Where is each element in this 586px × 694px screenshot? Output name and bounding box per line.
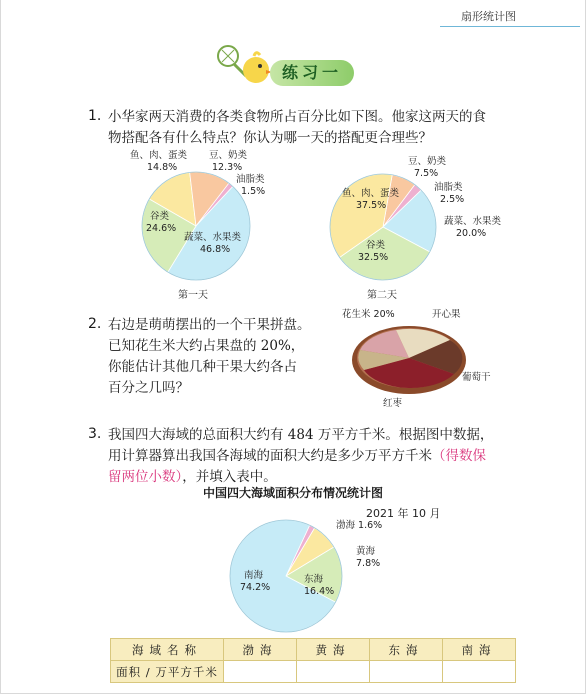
plate-label-raisin: 葡萄干 xyxy=(462,372,491,383)
table-col-nanhai: 南海 xyxy=(443,639,516,661)
practice-title: 练习一 xyxy=(270,60,354,86)
sea-chart-title: 中国四大海域面积分布情况统计图 xyxy=(202,486,383,500)
sea-area-table xyxy=(110,638,516,683)
q1-line2: 物搭配各有什么特点？你认为哪一天的搭配更合理些？ xyxy=(108,130,432,146)
q3-line2-main: 用计算器算出我国各海域的面积大约是多少万平方千米 xyxy=(108,448,432,464)
q3-line3-note: 留两位小数） xyxy=(108,469,183,485)
table-row xyxy=(111,661,516,683)
q3-line2 xyxy=(108,447,486,465)
sea-label-donghai-pct: 16.4% xyxy=(304,586,335,597)
dried-fruit-plate-image xyxy=(350,318,468,396)
day1-label-oil: 油脂类 xyxy=(236,174,265,185)
sea-chart-date: 2021 年 10 月 xyxy=(366,507,441,520)
plate-label-peanut: 花生米 20% xyxy=(342,309,395,320)
day2-label-grain-pct: 32.5% xyxy=(358,252,389,263)
q3-line3-main: ，并填入表中。 xyxy=(182,469,277,485)
sea-label-nanhai: 南海 xyxy=(244,570,264,581)
day2-label-bean: 豆、奶类 xyxy=(408,156,447,167)
plate-label-redbean: 红枣 xyxy=(383,398,403,409)
section-title: 扇形统计图 xyxy=(461,10,516,23)
day2-label-grain: 谷类 xyxy=(366,240,386,251)
header-rule xyxy=(440,26,580,27)
day1-label-meat-pct: 14.8% xyxy=(147,162,178,173)
table-header-row xyxy=(111,639,516,661)
day2-label-veg: 蔬菜、水果类 xyxy=(444,216,502,227)
day2-label-bean-pct: 7.5% xyxy=(414,168,439,179)
q3-number: 3. xyxy=(88,426,102,442)
table-cell-huanghai-area[interactable] xyxy=(297,661,370,683)
sea-label-bohai-pct: 1.6% xyxy=(358,520,383,531)
day1-label-oil-pct: 1.5% xyxy=(241,186,266,197)
plate-label-pistachio: 开心果 xyxy=(432,309,461,320)
sea-label-huanghai-pct: 7.8% xyxy=(356,558,381,569)
q2-line2: 已知花生米大约占果盘的 20%， xyxy=(108,338,305,354)
table-row-head: 海域名称 xyxy=(111,639,224,661)
day1-label-veg: 蔬菜、水果类 xyxy=(184,232,242,243)
q3-line2-note: （得数保 xyxy=(432,448,486,464)
sea-label-bohai-name: 渤海 xyxy=(336,520,356,531)
q1-line1: 小华家两天消费的各类食物所占百分比如下图。他家这两天的食 xyxy=(108,109,486,125)
day2-label-meat-pct: 37.5% xyxy=(356,200,387,211)
chick-mascot-icon xyxy=(214,38,274,90)
day1-caption: 第一天 xyxy=(178,290,208,301)
day1-label-bean: 豆、奶类 xyxy=(209,150,248,161)
table-col-donghai: 东海 xyxy=(370,639,443,661)
day1-label-grain: 谷类 xyxy=(150,211,170,222)
table-col-bohai: 渤海 xyxy=(224,639,297,661)
day2-label-meat: 鱼、肉、蛋类 xyxy=(342,188,400,199)
table-col-huanghai: 黄海 xyxy=(297,639,370,661)
day2-label-veg-pct: 20.0% xyxy=(456,228,487,239)
table-cell-nanhai-area[interactable] xyxy=(443,661,516,683)
q1-number: 1. xyxy=(88,108,102,124)
day2-caption: 第二天 xyxy=(367,290,397,301)
page-border-left xyxy=(0,0,1,694)
day2-label-oil-pct: 2.5% xyxy=(440,194,465,205)
sea-label-nanhai-pct: 74.2% xyxy=(240,582,271,593)
table-cell-bohai-area[interactable] xyxy=(224,661,297,683)
day1-label-veg-pct: 46.8% xyxy=(200,244,231,255)
q2-line4: 百分之几吗？ xyxy=(108,380,189,396)
q3-line1: 我国四大海域的总面积大约有 484 万平方千米。根据图中数据， xyxy=(108,427,494,443)
q2-number: 2. xyxy=(88,316,102,332)
q2-line1: 右边是萌萌摆出的一个干果拼盘。 xyxy=(108,317,311,333)
day1-label-meat: 鱼、肉、蛋类 xyxy=(130,150,188,161)
table-cell-donghai-area[interactable] xyxy=(370,661,443,683)
day1-label-bean-pct: 12.3% xyxy=(212,162,243,173)
day1-label-grain-pct: 24.6% xyxy=(146,223,177,234)
sea-label-bohai xyxy=(336,520,382,532)
q2-line3: 你能估计其他几种干果大约各占 xyxy=(108,359,297,375)
sea-label-huanghai: 黄海 xyxy=(356,546,376,557)
sea-label-donghai: 东海 xyxy=(304,574,324,585)
table-row-head-area: 面积 / 万平方千米 xyxy=(111,661,224,683)
day2-label-oil: 油脂类 xyxy=(434,182,463,193)
